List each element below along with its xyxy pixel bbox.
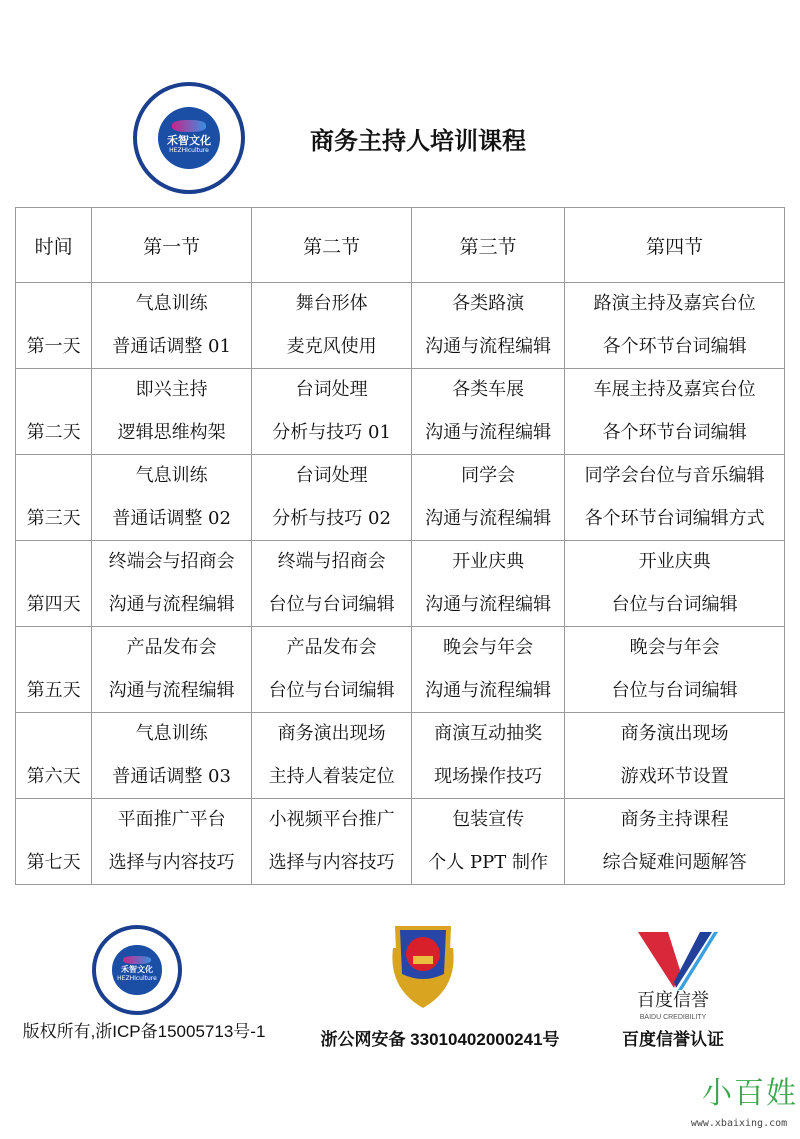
session-line: 台位与台词编辑	[611, 594, 738, 615]
session-cell	[252, 283, 412, 369]
column-header: 第一节	[92, 208, 252, 283]
session-cell	[252, 455, 412, 541]
session-line: 普通话调整 03	[112, 766, 231, 787]
day-cell: 第一天	[16, 283, 92, 369]
session-cell	[92, 799, 252, 885]
session-cell	[565, 455, 785, 541]
session-line: 车展主持及嘉宾台位	[593, 379, 756, 400]
session-line: 选择与内容技巧	[108, 852, 235, 873]
session-line: 舞台形体	[295, 293, 368, 314]
day-cell: 第四天	[16, 541, 92, 627]
session-cell	[412, 369, 565, 455]
day-cell: 第五天	[16, 627, 92, 713]
session-line: 台位与台词编辑	[268, 594, 395, 615]
session-line: 台词处理	[295, 379, 368, 400]
session-line: 开业庆典	[638, 551, 711, 572]
session-cell	[92, 541, 252, 627]
session-line: 沟通与流程编辑	[425, 336, 552, 357]
session-line: 现场操作技巧	[434, 766, 543, 787]
session-cell	[412, 713, 565, 799]
session-cell	[565, 799, 785, 885]
session-cell	[412, 627, 565, 713]
session-line: 气息训练	[135, 465, 208, 486]
session-cell	[565, 283, 785, 369]
session-line: 路演主持及嘉宾台位	[593, 293, 756, 314]
schedule-table	[15, 207, 785, 885]
session-line: 各个环节台词编辑	[602, 336, 747, 357]
session-line: 气息训练	[135, 293, 208, 314]
session-line: 产品发布会	[286, 637, 377, 658]
session-line: 分析与技巧 01	[272, 422, 391, 443]
session-line: 各类路演	[452, 293, 525, 314]
session-cell	[412, 799, 565, 885]
session-line: 主持人着装定位	[268, 766, 395, 787]
day-cell: 第七天	[16, 799, 92, 885]
session-line: 台词处理	[295, 465, 368, 486]
session-cell	[565, 541, 785, 627]
table-row	[16, 713, 785, 799]
session-cell	[252, 799, 412, 885]
session-cell	[252, 541, 412, 627]
session-line: 沟通与流程编辑	[425, 594, 552, 615]
session-line: 气息训练	[135, 723, 208, 744]
page-title: 商务主持人培训课程	[310, 127, 526, 155]
session-line: 麦克风使用	[286, 336, 377, 357]
session-line: 包装宣传	[452, 809, 525, 830]
session-line: 各类车展	[452, 379, 525, 400]
icp-text: 版权所有,浙ICP备15005713号-1	[22, 1022, 266, 1041]
session-cell	[92, 369, 252, 455]
session-line: 各个环节台词编辑	[602, 422, 747, 443]
session-line: 晚会与年会	[629, 637, 720, 658]
session-line: 终端与招商会	[277, 551, 386, 572]
baidu-logo-text: 百度信誉	[637, 990, 709, 1010]
session-line: 选择与内容技巧	[268, 852, 395, 873]
session-line: 晚会与年会	[443, 637, 534, 658]
table-row	[16, 455, 785, 541]
session-line: 产品发布会	[126, 637, 217, 658]
session-line: 商务主持课程	[620, 809, 729, 830]
day-cell: 第六天	[16, 713, 92, 799]
session-line: 沟通与流程编辑	[108, 680, 235, 701]
watermark: 小百姓	[702, 1077, 798, 1110]
session-cell	[92, 455, 252, 541]
session-line: 平面推广平台	[117, 809, 226, 830]
session-line: 分析与技巧 02	[272, 508, 391, 529]
session-line: 商务演出现场	[277, 723, 386, 744]
session-line: 开业庆典	[452, 551, 525, 572]
session-line: 台位与台词编辑	[611, 680, 738, 701]
day-cell: 第三天	[16, 455, 92, 541]
session-line: 小视频平台推广	[268, 809, 395, 830]
session-line: 综合疑难问题解答	[602, 852, 747, 873]
day-cell: 第二天	[16, 369, 92, 455]
column-header: 第四节	[565, 208, 785, 283]
session-cell	[412, 541, 565, 627]
watermark-url: www.xbaixing.com	[690, 1118, 788, 1129]
session-line: 个人 PPT 制作	[428, 852, 548, 873]
session-line: 沟通与流程编辑	[425, 680, 552, 701]
table-row	[16, 627, 785, 713]
baidu-cert-text: 百度信誉认证	[622, 1030, 724, 1049]
session-cell	[252, 369, 412, 455]
table-row	[16, 283, 785, 369]
session-cell	[565, 627, 785, 713]
session-cell	[92, 713, 252, 799]
police-record-text: 浙公网安备 33010402000241号	[320, 1030, 560, 1049]
session-line: 商演互动抽奖	[434, 723, 543, 744]
session-cell	[412, 283, 565, 369]
session-line: 即兴主持	[135, 379, 208, 400]
session-line: 沟通与流程编辑	[425, 508, 552, 529]
column-header: 第二节	[252, 208, 412, 283]
session-line: 各个环节台词编辑方式	[584, 508, 765, 529]
session-cell	[252, 713, 412, 799]
session-cell	[92, 283, 252, 369]
company-logo-footer: 禾智文化 HEZHIculture	[92, 925, 182, 1015]
session-cell	[92, 627, 252, 713]
session-line: 普通话调整 01	[112, 336, 231, 357]
session-line: 商务演出现场	[620, 723, 729, 744]
session-line: 沟通与流程编辑	[108, 594, 235, 615]
session-line: 沟通与流程编辑	[425, 422, 552, 443]
session-line: 台位与台词编辑	[268, 680, 395, 701]
column-header: 时间	[16, 208, 92, 283]
table-row	[16, 799, 785, 885]
session-cell	[412, 455, 565, 541]
session-line: 同学会台位与音乐编辑	[584, 465, 765, 486]
table-row	[16, 369, 785, 455]
column-header: 第三节	[412, 208, 565, 283]
baidu-logo-sub: BAIDU CREDIBILITY	[639, 1014, 707, 1021]
session-line: 逻辑思维构架	[117, 422, 226, 443]
company-logo: 禾智文化 HEZHIculture	[133, 82, 245, 194]
session-cell	[565, 713, 785, 799]
session-line: 终端会与招商会	[108, 551, 235, 572]
session-line: 普通话调整 02	[112, 508, 231, 529]
table-row	[16, 541, 785, 627]
session-cell	[252, 627, 412, 713]
session-line: 同学会	[461, 465, 516, 486]
session-line: 游戏环节设置	[620, 766, 729, 787]
police-emblem	[383, 918, 463, 1010]
baidu-credibility-logo	[638, 930, 718, 990]
session-cell	[565, 369, 785, 455]
